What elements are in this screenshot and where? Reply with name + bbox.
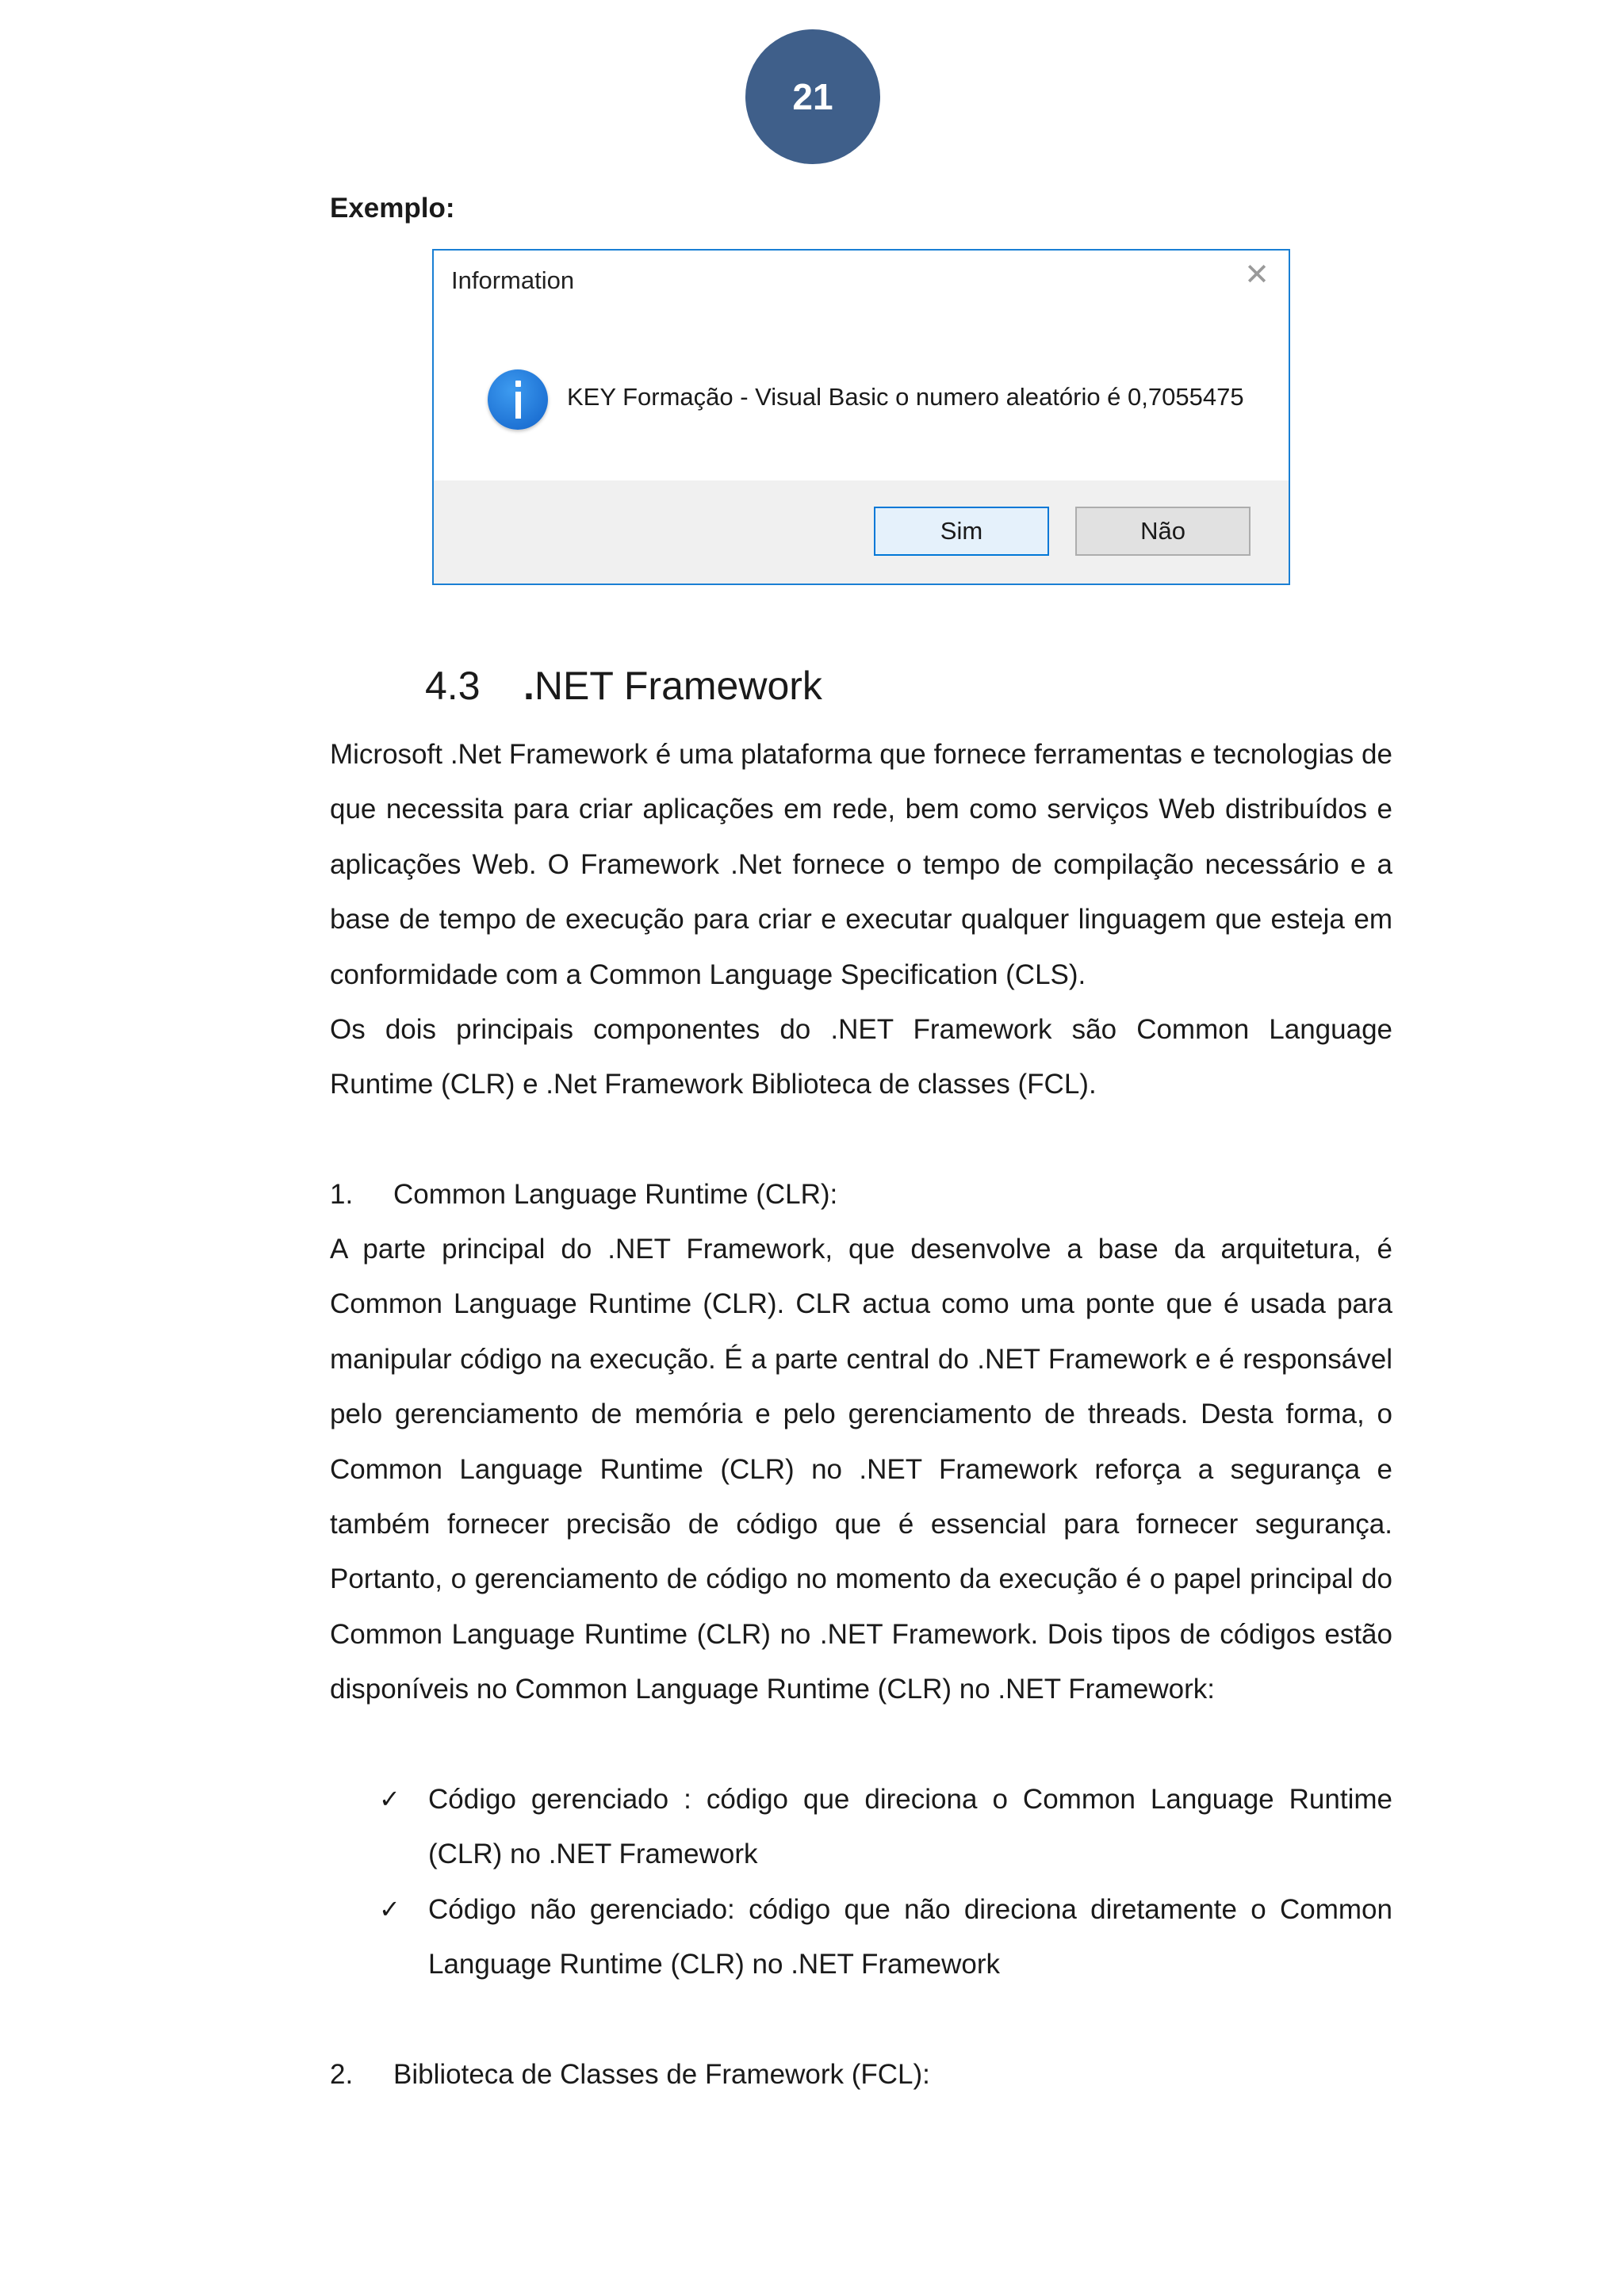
dialog-footer — [434, 480, 1289, 584]
paragraph-components: Os dois principais componentes do .NET Framework são Common Language Runtime (CLR) e .Net Framework Biblioteca de classes (FCL). — [330, 1014, 1392, 1100]
close-icon[interactable]: ✕ — [1244, 258, 1270, 292]
dialog-title: Information — [451, 266, 575, 294]
section-number: 4.3 — [425, 664, 481, 708]
no-button[interactable]: Não — [1075, 507, 1251, 556]
list-label: Common Language Runtime (CLR): — [393, 1179, 838, 1210]
page-number-badge: 21 — [745, 29, 880, 164]
bullet-text: Código gerenciado : código que direciona o Common Language Runtime (CLR) no .NET Framework — [428, 1784, 1392, 1870]
bullet-managed-code — [379, 1772, 1392, 1882]
list-label: Biblioteca de Classes de Framework (FCL): — [393, 2059, 930, 2090]
example-label: Exemplo: — [330, 193, 455, 224]
list-item-fcl — [330, 2047, 1392, 2102]
section-title: NET Framework — [534, 664, 822, 708]
bullet-unmanaged-code — [379, 1882, 1392, 1992]
section-dot: . — [523, 664, 534, 708]
section-heading — [425, 663, 822, 709]
checkmark-icon: ✓ — [379, 1784, 400, 1814]
list-item-clr — [330, 1167, 1392, 1222]
checkmark-icon: ✓ — [379, 1894, 400, 1924]
information-dialog — [432, 249, 1290, 585]
information-icon — [488, 369, 548, 430]
paragraph-intro: Microsoft .Net Framework é uma plataforma que fornece ferramentas e tecnologias de que necessita para criar aplicações em rede, bem como serviços Web distribuídos e aplicações Web. O Framework .Net fornece o tempo de compilação necessário e a base de tempo de execução para criar e executar qualquer linguagem que esteja em conformidade com a Common Language Specification (CLS). — [330, 739, 1392, 990]
list-number: 1. — [330, 1179, 354, 1210]
bullet-text: Código não gerenciado: código que não direciona diretamente o Common Language Runtime (CLR) no .NET Framework — [428, 1894, 1392, 1980]
list-number: 2. — [330, 2059, 354, 2090]
dialog-message: KEY Formação - Visual Basic o numero aleatório é 0,7055475 — [567, 383, 1244, 411]
paragraph-clr: A parte principal do .NET Framework, que desenvolve a base da arquitetura, é Common Language Runtime (CLR). CLR actua como uma ponte que é usada para manipular código na execução. É a parte central do .NET Framework e é responsável pelo gerenciamento de memória e pelo gerenciamento de threads. Desta forma, o Common Language Runtime (CLR) no .NET Framework reforça a segurança e também fornecer precisão de código que é essencial para fornecer segurança. Portanto, o gerenciamento de código no momento da execução é o papel principal do Common Language Runtime (CLR) no .NET Framework. Dois tipos de códigos estão disponíveis no Common Language Runtime (CLR) no .NET Framework: — [330, 1234, 1392, 1705]
yes-button[interactable]: Sim — [874, 507, 1049, 556]
